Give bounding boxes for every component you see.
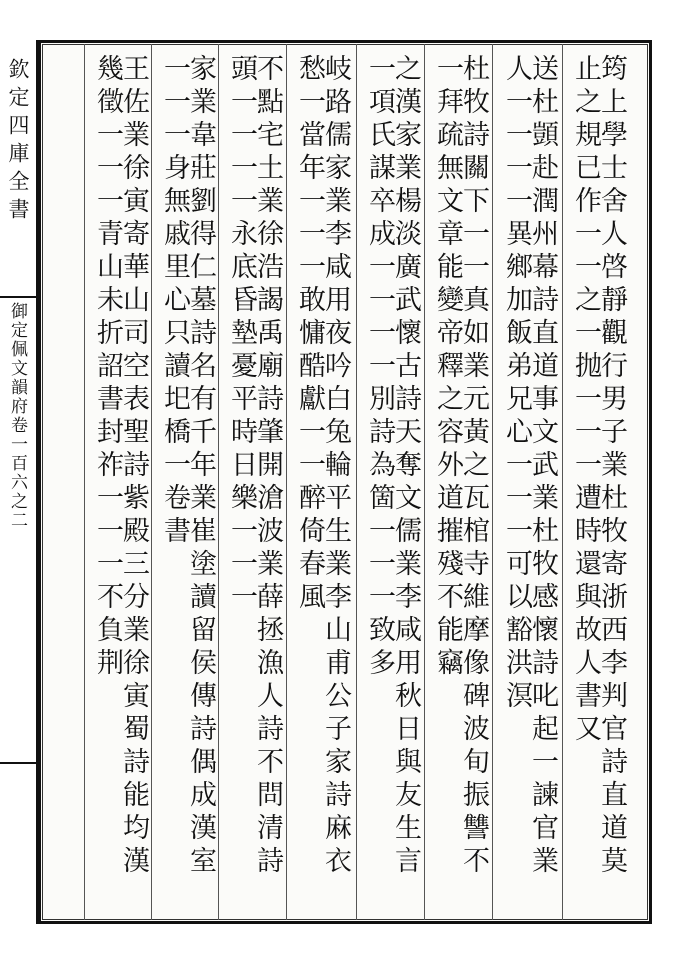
column-text-main: 家業韋莊劉得仁墓詩名有千年業崔塗讀留侯傳詩偶成漢室 <box>185 54 216 879</box>
column-rule <box>151 44 152 920</box>
volume-label: 御定佩文韻府卷一百六之二 <box>7 302 27 530</box>
column-rule <box>286 44 287 920</box>
column-text-main: 筠上學士舍人啓靜觀行男子業杜牧寄浙西李判官詩直道莫 <box>596 54 627 879</box>
column-rule <box>84 44 85 920</box>
column-text-main: 不點宅土業徐浩謁禹廟詩肇開滄波業薛拯漁人詩不問清詩 <box>252 54 283 879</box>
column-text-main: 之漢家業楊淡廣武懷古詩天奪文儒業李咸用秋日與友生言 <box>390 54 421 879</box>
column-text-secondary: 一一一身無戚里心只讀圯橋一卷書 <box>159 54 190 549</box>
column-text-secondary: 頭一一一一永底昏墊憂平時日樂一一一 <box>226 54 257 615</box>
text-column-1 <box>572 48 628 916</box>
text-column-2 <box>503 48 559 916</box>
column-text-secondary: 人一一一一異鄉加飯弟兄心一一一可以豁洪溟 <box>501 54 532 714</box>
column-text-main: 杜牧詩關下一一真如業元黃之瓦棺寺維摩像碑波旬振讐不 <box>458 54 489 879</box>
text-column-4 <box>366 48 422 916</box>
text-column-7 <box>161 48 217 916</box>
margin-divider <box>0 296 40 298</box>
text-column-8 <box>94 48 150 916</box>
margin-divider <box>0 762 40 764</box>
column-text-secondary: 幾徵一一一青山未折詔書封祚一一一不負荆 <box>92 54 123 681</box>
column-rule <box>424 44 425 920</box>
text-column-6 <box>228 48 284 916</box>
column-text-secondary: 一拜疏無文章能變帝釋之容外道摧殘不能竊 <box>432 54 463 681</box>
column-rule <box>562 44 563 920</box>
column-text-main: 王佐業徐寅寄華山司空表聖詩紫殿三分業徐寅蜀詩能均漢 <box>118 54 149 879</box>
column-text-main: 送杜顗赴潤州幕詩直道事文武業杜牧感懷詩叱起一諫官業 <box>527 54 558 879</box>
text-column-3 <box>434 48 490 916</box>
column-text-main: 岐路儒家業李咸用夜吟白兔輪平生業李山甫公子家詩麻衣 <box>320 54 351 879</box>
book-title: 欽定四庫全書 <box>6 58 30 226</box>
text-column-5 <box>296 48 352 916</box>
column-text-secondary: 止之規已作一一之一抛一一一遭時還與故人書又 <box>570 54 601 747</box>
column-rule <box>492 44 493 920</box>
column-text-secondary: 一項氏謀卒成一一一一別詩為箇一一一致多 <box>364 54 395 681</box>
column-rule <box>218 44 219 920</box>
column-rule <box>356 44 357 920</box>
column-text-secondary: 愁一當年一一一敢慵酷獻一一醉倚春風 <box>294 54 325 615</box>
